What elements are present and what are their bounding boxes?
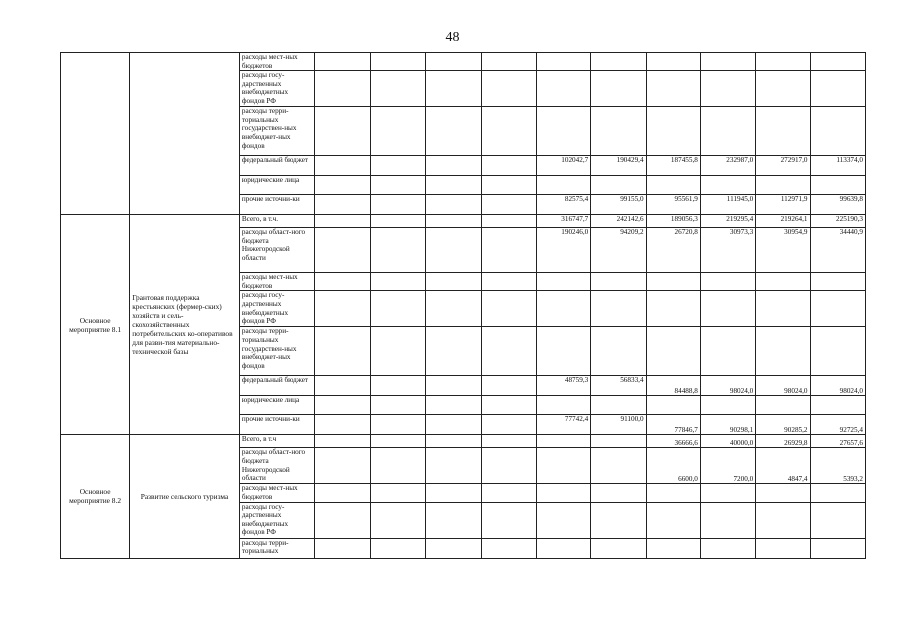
value-cell: 190246,0 [536,228,590,273]
empty-cell [426,396,481,415]
value-cell [646,502,700,538]
empty-cell [481,327,536,376]
empty-cell [370,228,425,273]
empty-cell [481,156,536,176]
value-cell: 190429,4 [591,156,646,176]
activity-cell: Основное мероприятие 8.1 [61,215,130,435]
value-cell: 95561,9 [646,195,700,215]
value-cell [700,538,755,558]
value-cell [646,291,700,327]
value-cell: 90285,2 [756,415,810,435]
value-cell [756,396,810,415]
empty-cell [481,291,536,327]
measure-name-cell [130,53,240,215]
value-cell [646,176,700,195]
empty-cell [370,107,425,156]
value-cell [700,327,755,376]
value-cell: 113374,0 [810,156,865,176]
value-cell [591,396,646,415]
empty-cell [481,435,536,448]
empty-cell [370,396,425,415]
value-cell: 40000,0 [700,435,755,448]
value-cell [810,502,865,538]
empty-cell [315,195,370,215]
empty-cell [370,435,425,448]
empty-cell [370,502,425,538]
empty-cell [426,195,481,215]
measure-name-cell: Грантовая поддержка крестьянских (фермер-ских) хозяйств и сель-скохозяйственных потребительских ко-оперативов для разви-тия материально-технической базы [130,215,240,435]
value-cell [591,53,646,71]
empty-cell [315,396,370,415]
table-row [61,53,866,71]
value-cell: 98024,0 [756,376,810,396]
empty-cell [315,327,370,376]
value-cell: 77846,7 [646,415,700,435]
value-cell: 225190,3 [810,215,865,228]
funding-source-cell: юридические лица [239,396,315,415]
value-cell: 84488,8 [646,376,700,396]
value-cell [700,291,755,327]
value-cell [756,538,810,558]
value-cell [810,176,865,195]
empty-cell [315,273,370,291]
value-cell [591,176,646,195]
empty-cell [315,228,370,273]
value-cell: 111945,0 [700,195,755,215]
value-cell: 4847,4 [756,448,810,484]
empty-cell [481,273,536,291]
funding-source-cell: федеральный бюджет [239,156,315,176]
value-cell [536,396,590,415]
funding-source-cell: расходы госу-дарственных внебюджетных фондов РФ [239,291,315,327]
empty-cell [426,435,481,448]
empty-cell [426,376,481,396]
value-cell: 187455,8 [646,156,700,176]
value-cell: 219264,1 [756,215,810,228]
empty-cell [315,376,370,396]
empty-cell [481,396,536,415]
empty-cell [370,538,425,558]
empty-cell [370,53,425,71]
value-cell: 98024,0 [810,376,865,396]
value-cell [536,273,590,291]
value-cell [536,484,590,502]
table-row [61,215,866,228]
value-cell: 316747,7 [536,215,590,228]
value-cell [756,71,810,107]
value-cell [646,327,700,376]
empty-cell [370,448,425,484]
value-cell [591,448,646,484]
value-cell: 90298,1 [700,415,755,435]
value-cell: 7200,0 [700,448,755,484]
value-cell [756,273,810,291]
value-cell [591,71,646,107]
value-cell: 27657,6 [810,435,865,448]
empty-cell [426,327,481,376]
value-cell [810,273,865,291]
value-cell [646,53,700,71]
empty-cell [370,215,425,228]
funding-source-cell: прочие источни-ки [239,415,315,435]
empty-cell [481,71,536,107]
empty-cell [426,538,481,558]
value-cell [756,176,810,195]
table-row [61,435,866,448]
empty-cell [426,228,481,273]
funding-source-cell: расходы госу-дарственных внебюджетных фондов РФ [239,71,315,107]
empty-cell [370,273,425,291]
value-cell [591,327,646,376]
value-cell [536,176,590,195]
empty-cell [426,291,481,327]
empty-cell [481,448,536,484]
value-cell [700,71,755,107]
value-cell [810,396,865,415]
value-cell: 99639,8 [810,195,865,215]
value-cell [700,53,755,71]
value-cell: 112971,9 [756,195,810,215]
value-cell: 232987,0 [700,156,755,176]
value-cell [536,327,590,376]
funding-source-cell: юридические лица [239,176,315,195]
empty-cell [370,156,425,176]
empty-cell [315,176,370,195]
empty-cell [370,415,425,435]
empty-cell [426,176,481,195]
value-cell [810,53,865,71]
empty-cell [315,71,370,107]
empty-cell [426,53,481,71]
value-cell [591,291,646,327]
funding-source-cell: прочие источни-ки [239,195,315,215]
value-cell: 56833,4 [591,376,646,396]
empty-cell [481,107,536,156]
value-cell [756,107,810,156]
activity-cell [61,53,130,215]
empty-cell [426,502,481,538]
empty-cell [370,176,425,195]
value-cell [536,53,590,71]
value-cell: 48759,3 [536,376,590,396]
value-cell: 36666,6 [646,435,700,448]
empty-cell [370,71,425,107]
empty-cell [481,538,536,558]
value-cell [536,435,590,448]
funding-source-cell: расходы мест-ных бюджетов [239,53,315,71]
empty-cell [481,484,536,502]
value-cell [700,107,755,156]
value-cell [591,538,646,558]
budget-table [60,52,866,559]
value-cell [646,71,700,107]
empty-cell [315,215,370,228]
empty-cell [315,484,370,502]
value-cell [810,327,865,376]
value-cell [810,291,865,327]
empty-cell [315,156,370,176]
value-cell: 26929,8 [756,435,810,448]
empty-cell [481,376,536,396]
value-cell [591,273,646,291]
empty-cell [315,435,370,448]
value-cell [536,538,590,558]
value-cell: 82575,4 [536,195,590,215]
empty-cell [426,448,481,484]
empty-cell [426,107,481,156]
value-cell: 99155,0 [591,195,646,215]
empty-cell [481,415,536,435]
empty-cell [481,53,536,71]
value-cell [646,396,700,415]
value-cell [591,502,646,538]
empty-cell [370,327,425,376]
activity-cell: Основное мероприятие 8.2 [61,435,130,558]
value-cell [756,291,810,327]
value-cell [536,448,590,484]
empty-cell [315,538,370,558]
funding-source-cell: расходы терри-ториальных [239,538,315,558]
value-cell [700,484,755,502]
empty-cell [481,195,536,215]
funding-source-cell: Всего, в т.ч [239,435,315,448]
value-cell [536,71,590,107]
value-cell: 94209,2 [591,228,646,273]
value-cell [700,176,755,195]
empty-cell [426,273,481,291]
funding-source-cell: расходы госу-дарственных внебюджетных фондов РФ [239,502,315,538]
value-cell [756,502,810,538]
value-cell [536,107,590,156]
funding-source-cell: расходы мест-ных бюджетов [239,484,315,502]
value-cell: 272917,0 [756,156,810,176]
value-cell [810,71,865,107]
empty-cell [370,195,425,215]
value-cell [756,53,810,71]
funding-source-cell: расходы област-ного бюджета Нижегородской области [239,448,315,484]
value-cell: 92725,4 [810,415,865,435]
empty-cell [315,502,370,538]
value-cell [536,291,590,327]
value-cell [810,538,865,558]
value-cell [810,484,865,502]
empty-cell [481,228,536,273]
value-cell: 189056,3 [646,215,700,228]
funding-source-cell: расходы терри-ториальных государствен-ных внебюджет-ных фондов [239,327,315,376]
value-cell [646,107,700,156]
empty-cell [481,176,536,195]
value-cell [591,107,646,156]
empty-cell [426,156,481,176]
measure-name-cell: Развитие сельского туризма [130,435,240,558]
value-cell [756,484,810,502]
empty-cell [426,415,481,435]
empty-cell [370,291,425,327]
funding-source-cell: расходы терри-ториальных государствен-ных внебюджет-ных фондов [239,107,315,156]
value-cell: 219295,4 [700,215,755,228]
value-cell: 98024,0 [700,376,755,396]
value-cell: 242142,6 [591,215,646,228]
value-cell [536,502,590,538]
funding-source-cell: расходы област-ного бюджета Нижегородской области [239,228,315,273]
empty-cell [370,484,425,502]
value-cell [700,396,755,415]
value-cell [756,327,810,376]
value-cell: 26720,8 [646,228,700,273]
page-number: 48 [445,30,460,45]
value-cell [810,107,865,156]
value-cell [700,502,755,538]
value-cell [591,435,646,448]
empty-cell [315,107,370,156]
value-cell: 30973,3 [700,228,755,273]
funding-source-cell: федеральный бюджет [239,376,315,396]
empty-cell [481,502,536,538]
funding-source-cell: расходы мест-ных бюджетов [239,273,315,291]
value-cell: 5393,2 [810,448,865,484]
empty-cell [426,71,481,107]
empty-cell [426,484,481,502]
value-cell: 91100,0 [591,415,646,435]
value-cell: 77742,4 [536,415,590,435]
empty-cell [370,376,425,396]
empty-cell [315,448,370,484]
empty-cell [315,53,370,71]
empty-cell [426,215,481,228]
value-cell [646,484,700,502]
empty-cell [315,415,370,435]
value-cell: 34440,9 [810,228,865,273]
value-cell [646,273,700,291]
funding-source-cell: Всего, в т.ч. [239,215,315,228]
value-cell [591,484,646,502]
value-cell: 102042,7 [536,156,590,176]
value-cell [646,538,700,558]
empty-cell [481,215,536,228]
empty-cell [315,291,370,327]
value-cell: 6600,0 [646,448,700,484]
value-cell: 30954,9 [756,228,810,273]
value-cell [700,273,755,291]
